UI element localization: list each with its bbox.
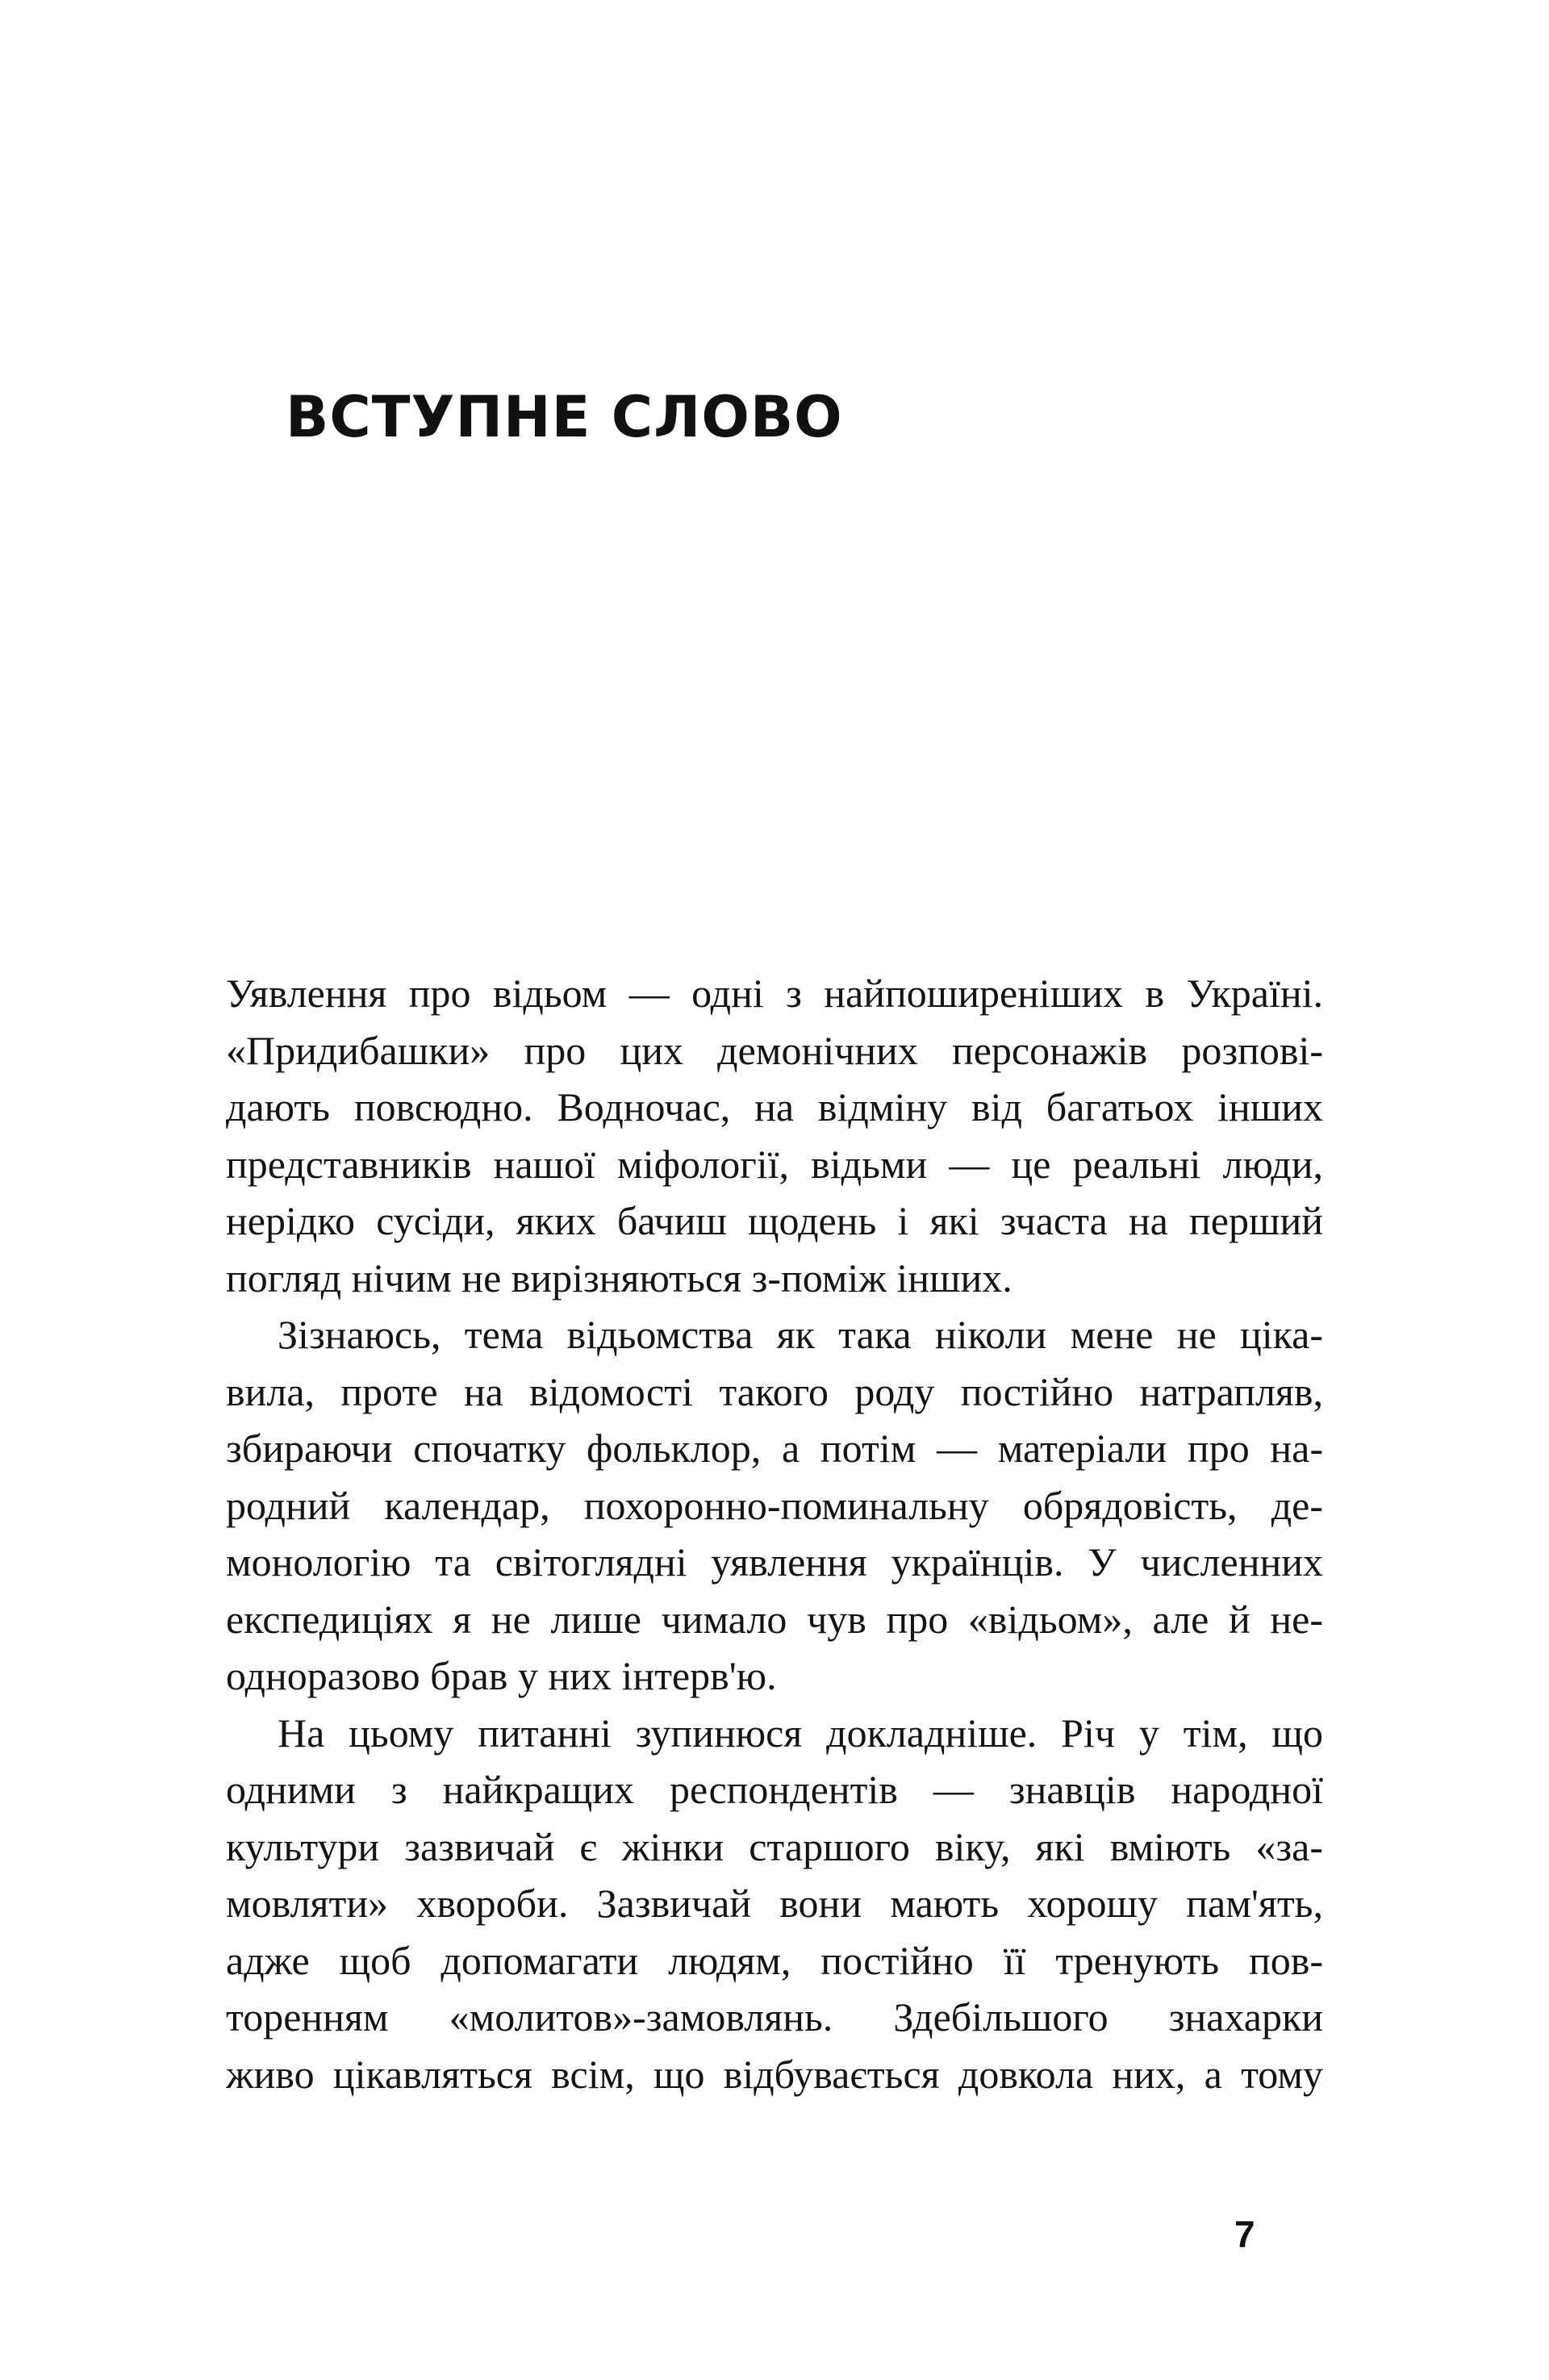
text-line: вила, проте на відомості такого роду постійно натрапляв, <box>226 1368 1323 1414</box>
text-line: одними з найкращих респондентів — знавців народної <box>226 1767 1323 1812</box>
text-line: «Придибашки» про цих демонічних персонажів розпові- <box>226 1027 1323 1073</box>
text-line: живо цікавляться всім, що відбувається довкола них, а тому <box>226 2051 1323 2097</box>
text-line: Зізнаюсь, тема відьомства як така ніколи мене не ціка- <box>278 1312 1323 1357</box>
text-line: культури зазвичай є жінки старшого віку, які вміють «за- <box>226 1823 1323 1869</box>
text-line: одноразово брав у них інтерв'ю. <box>226 1653 777 1698</box>
text-line: дають повсюдно. Водночас, на відміну від багатьох інших <box>226 1084 1323 1129</box>
text-line: торенням «молитов»-замовлянь. Здебільшого знахарки <box>226 1994 1323 2040</box>
text-line: адже щоб допомагати людям, постійно її тренують пов- <box>226 1937 1323 1983</box>
text-line: родний календар, похоронно-поминальну обрядовість, де- <box>226 1482 1323 1528</box>
text-line: експедиціях я не лише чимало чув про «відьом», але й не- <box>226 1596 1323 1642</box>
text-line: погляд нічим не вирізняються з-поміж інших. <box>226 1255 1012 1301</box>
text-line: нерідко сусіди, яких бачиш щодень і які зчаста на перший <box>226 1198 1323 1243</box>
body-text <box>226 965 1323 2102</box>
text-line: монологію та світоглядні уявлення українців. У численних <box>226 1539 1323 1585</box>
text-line: представників нашої міфології, відьми — це реальні люди, <box>226 1141 1323 1187</box>
chapter-title: ВСТУПНЕ СЛОВО <box>286 384 843 450</box>
text-line: Уявлення про відьом — одні з найпоширеніших в Україні. <box>226 971 1323 1016</box>
text-line: мовляти» хвороби. Зазвичай вони мають хорошу пам'ять, <box>226 1881 1323 1926</box>
text-line: На цьому питанні зупинюся докладніше. Річ у тім, що <box>278 1710 1323 1756</box>
page-number: 7 <box>1234 2213 1255 2255</box>
text-line: збираючи спочатку фольклор, а потім — матеріали про на- <box>226 1426 1323 1471</box>
